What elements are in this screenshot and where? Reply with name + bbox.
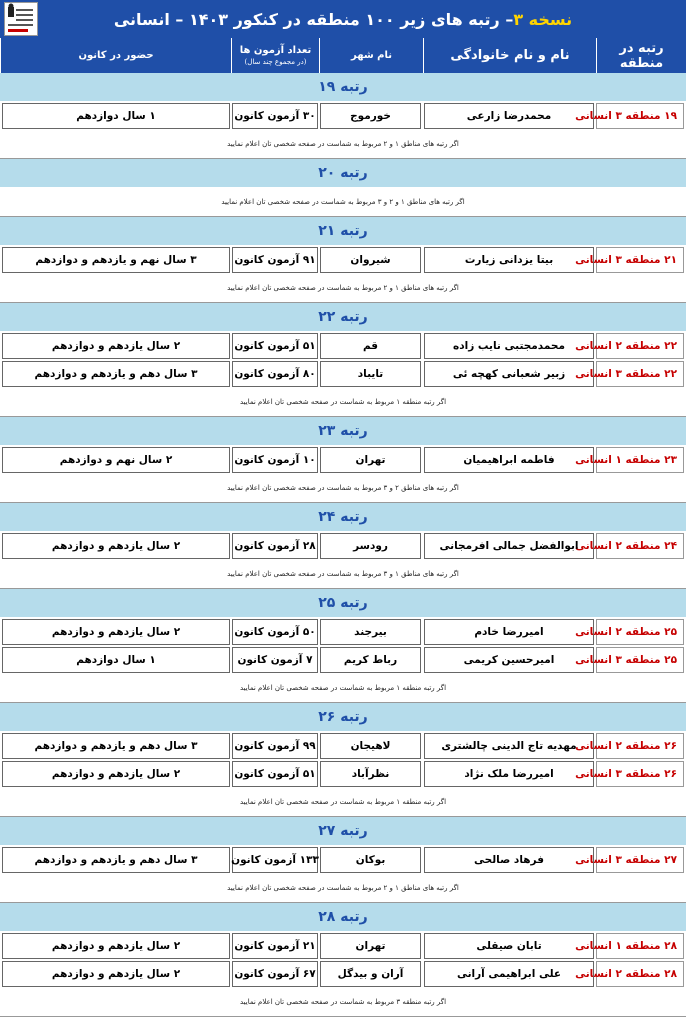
name-cell: بیتا یزدانی زیارت [424, 247, 594, 273]
name-cell: ابوالفضل جمالی افرمجانی [424, 533, 594, 559]
exams-cell: ۶۷ آزمون کانون [232, 961, 318, 987]
announce-note: اگر رتبه های مناطق ۱ و ۲ مربوط به شماست در صفحه شخصی تان اعلام نمایید [0, 130, 686, 159]
presence-cell: ۲ سال نهم و دوازدهم [2, 447, 230, 473]
page-title [0, 0, 686, 38]
presence-cell: ۲ سال یازدهم و دوازدهم [2, 761, 230, 787]
name-cell: فاطمه ابراهیمیان [424, 447, 594, 473]
ranking-table [0, 73, 686, 1017]
city-cell: نظرآباد [320, 761, 421, 787]
table-row [0, 532, 686, 560]
announce-note: اگر رتبه منطقه ۱ مربوط به شماست در صفحه شخصی تان اعلام نمایید [0, 788, 686, 817]
name-cell: زبیر شعبانی کهچه ئی [424, 361, 594, 387]
exams-cell: ۷ آزمون کانون [232, 647, 318, 673]
title-prefix: نسخه ۳ [513, 9, 573, 29]
table-row [0, 846, 686, 874]
exams-cell: ۳۰ آزمون کانون [232, 103, 318, 129]
name-cell: محمدمجتبی نایب زاده [424, 333, 594, 359]
name-cell: امیررضا خادم [424, 619, 594, 645]
city-cell: بیرجند [320, 619, 421, 645]
presence-cell: ۲ سال یازدهم و دوازدهم [2, 961, 230, 987]
rank-cell: ۲۵ منطقه ۲ انسانی [596, 619, 684, 645]
city-cell: لاهیجان [320, 733, 421, 759]
rank-heading: رتبه ۱۹ [0, 73, 686, 102]
name-cell: امیررضا ملک نژاد [424, 761, 594, 787]
rank-cell: ۲۴ منطقه ۲ انسانی [596, 533, 684, 559]
announce-note: اگر رتبه های مناطق ۱ و ۳ مربوط به شماست در صفحه شخصی تان اعلام نمایید [0, 560, 686, 589]
table-row [0, 646, 686, 674]
rank-heading: رتبه ۲۴ [0, 503, 686, 532]
presence-cell: ۲ سال یازدهم و دوازدهم [2, 933, 230, 959]
rank-heading: رتبه ۲۰ [0, 159, 686, 188]
title-main: – رتبه های زیر ۱۰۰ منطقه در کنکور ۱۴۰۳ – انسانی [113, 9, 514, 29]
city-cell: تایباد [320, 361, 421, 387]
presence-cell: ۳ سال دهم و یازدهم و دوازدهم [2, 847, 230, 873]
city-cell: تهران [320, 447, 421, 473]
exams-cell: ۱۳۳ آزمون کانون [232, 847, 318, 873]
announce-note: اگر رتبه های مناطق ۲ و ۳ مربوط به شماست در صفحه شخصی تان اعلام نمایید [0, 474, 686, 503]
exams-cell: ۵۱ آزمون کانون [232, 333, 318, 359]
name-cell: محمدرضا زارعی [424, 103, 594, 129]
announce-note: اگر رتبه های مناطق ۱ و ۲ و ۳ مربوط به شماست در صفحه شخصی تان اعلام نمایید [0, 188, 686, 217]
city-cell: قم [320, 333, 421, 359]
table-row [0, 732, 686, 760]
rank-cell: ۲۲ منطقه ۲ انسانی [596, 333, 684, 359]
announce-note: اگر رتبه های مناطق ۱ و ۲ مربوط به شماست در صفحه شخصی تان اعلام نمایید [0, 874, 686, 903]
table-row [0, 932, 686, 960]
rank-heading: رتبه ۲۱ [0, 217, 686, 246]
table-header [0, 38, 686, 73]
city-cell: رباط کریم [320, 647, 421, 673]
rank-heading: رتبه ۲۳ [0, 417, 686, 446]
rank-cell: ۲۵ منطقه ۳ انسانی [596, 647, 684, 673]
header-name: نام و نام خانوادگی [423, 38, 596, 73]
rank-heading: رتبه ۲۵ [0, 589, 686, 618]
table-row [0, 102, 686, 130]
name-cell: علی ابراهیمی آرانی [424, 961, 594, 987]
rank-cell: ۲۳ منطقه ۱ انسانی [596, 447, 684, 473]
rank-cell: ۱۹ منطقه ۳ انسانی [596, 103, 684, 129]
rank-cell: ۲۶ منطقه ۳ انسانی [596, 761, 684, 787]
rank-cell: ۲۷ منطقه ۳ انسانی [596, 847, 684, 873]
city-cell: خورموج [320, 103, 421, 129]
presence-cell: ۳ سال نهم و یازدهم و دوازدهم [2, 247, 230, 273]
table-row [0, 760, 686, 788]
announce-note: اگر رتبه منطقه ۱ مربوط به شماست در صفحه شخصی تان اعلام نمایید [0, 388, 686, 417]
name-cell: فرهاد صالحی [424, 847, 594, 873]
table-row [0, 360, 686, 388]
header-city: نام شهر [319, 38, 423, 73]
header-rank: رتبه در منطقه [596, 38, 686, 73]
presence-cell: ۱ سال دوازدهم [2, 103, 230, 129]
exams-cell: ۲۸ آزمون کانون [232, 533, 318, 559]
announce-note: اگر رتبه منطقه ۳ مربوط به شماست در صفحه شخصی تان اعلام نمایید [0, 988, 686, 1017]
table-row [0, 446, 686, 474]
exams-cell: ۵۰ آزمون کانون [232, 619, 318, 645]
presence-cell: ۲ سال یازدهم و دوازدهم [2, 619, 230, 645]
city-cell: آران و بیدگل [320, 961, 421, 987]
city-cell: تهران [320, 933, 421, 959]
announce-note: اگر رتبه منطقه ۱ مربوط به شماست در صفحه شخصی تان اعلام نمایید [0, 674, 686, 703]
presence-cell: ۳ سال دهم و یازدهم و دوازدهم [2, 733, 230, 759]
rank-heading: رتبه ۲۲ [0, 303, 686, 332]
exams-cell: ۹۱ آزمون کانون [232, 247, 318, 273]
table-row [0, 332, 686, 360]
exams-cell: ۱۰ آزمون کانون [232, 447, 318, 473]
rank-cell: ۲۱ منطقه ۳ انسانی [596, 247, 684, 273]
name-cell: تابان صیقلی [424, 933, 594, 959]
name-cell: امیرحسین کریمی [424, 647, 594, 673]
header-presence: حضور در کانون [0, 38, 231, 73]
table-row [0, 960, 686, 988]
header-exams: تعداد آزمون ها (در مجموع چند سال) [231, 38, 319, 73]
rank-heading: رتبه ۲۶ [0, 703, 686, 732]
presence-cell: ۱ سال دوازدهم [2, 647, 230, 673]
rank-heading: رتبه ۲۷ [0, 817, 686, 846]
kanoon-logo-icon [4, 2, 38, 36]
name-cell: مهدیه تاج الدینی چالشتری [424, 733, 594, 759]
presence-cell: ۳ سال دهم و یازدهم و دوازدهم [2, 361, 230, 387]
exams-cell: ۹۹ آزمون کانون [232, 733, 318, 759]
presence-cell: ۲ سال یازدهم و دوازدهم [2, 333, 230, 359]
presence-cell: ۲ سال یازدهم و دوازدهم [2, 533, 230, 559]
rank-cell: ۲۸ منطقه ۱ انسانی [596, 933, 684, 959]
table-row [0, 618, 686, 646]
rank-cell: ۲۶ منطقه ۲ انسانی [596, 733, 684, 759]
exams-cell: ۸۰ آزمون کانون [232, 361, 318, 387]
exams-cell: ۲۱ آزمون کانون [232, 933, 318, 959]
city-cell: شیروان [320, 247, 421, 273]
table-row [0, 246, 686, 274]
city-cell: بوکان [320, 847, 421, 873]
city-cell: رودسر [320, 533, 421, 559]
rank-cell: ۲۲ منطقه ۳ انسانی [596, 361, 684, 387]
exams-cell: ۵۱ آزمون کانون [232, 761, 318, 787]
rank-heading: رتبه ۲۸ [0, 903, 686, 932]
announce-note: اگر رتبه های مناطق ۱ و ۲ مربوط به شماست در صفحه شخصی تان اعلام نمایید [0, 274, 686, 303]
rank-cell: ۲۸ منطقه ۲ انسانی [596, 961, 684, 987]
